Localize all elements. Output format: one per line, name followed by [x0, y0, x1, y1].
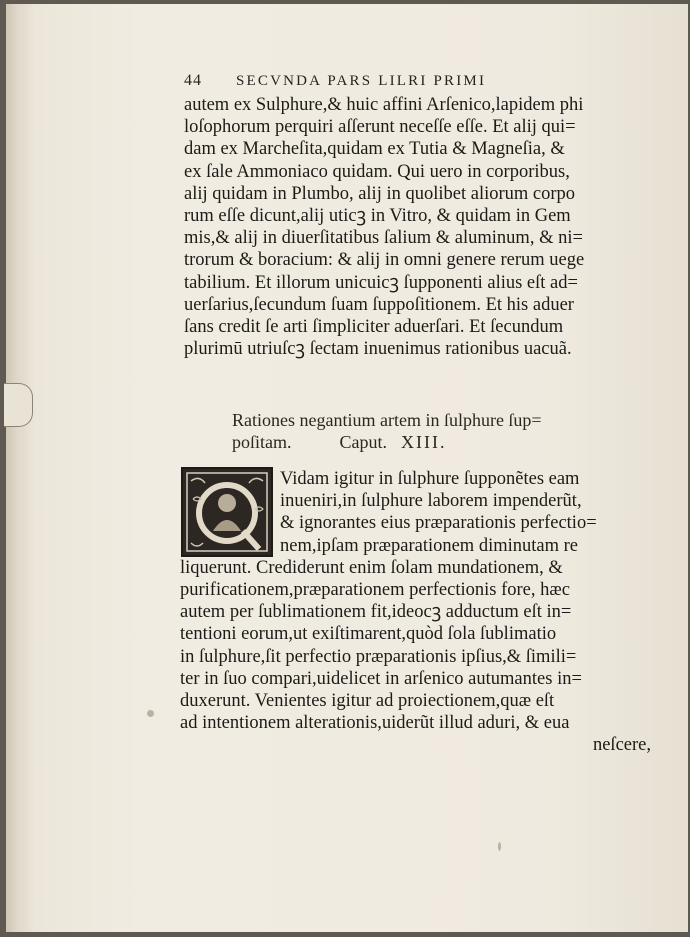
- text-line: Vidam igitur in ſulphure ſupponẽtes eam: [280, 469, 580, 489]
- text-line: duxerunt. Venientes igitur ad proiectionem,quæ eſt: [180, 690, 555, 711]
- chapter-title-line-1: Rationes negantium artem in ſulphure ſup=: [232, 410, 542, 430]
- text-line: ter in ſuo compari,uidelicet in arſenico autumantes in=: [180, 668, 582, 689]
- text-line: autem per ſublimationem fit,ideocꝫ adductum eſt in=: [180, 602, 572, 623]
- text-line: trorum & boracium: & alij in omni genere rerum uege: [184, 250, 585, 271]
- chapter-title-end: poſitam.: [232, 432, 292, 452]
- text-line: alij quidam in Plumbo, alij in quolibet aliorum corpo: [184, 183, 576, 204]
- caput-number: XIII.: [401, 432, 447, 452]
- page-gutter-shadow: [6, 4, 28, 932]
- text-line: uerſarius,ſecundum ſuam ſuppoſitionem. Et his aduer: [184, 294, 574, 315]
- text-line: tabilium. Et illorum unicuicꝫ ſupponenti alius eſt ad=: [184, 272, 578, 293]
- text-line: loſophorum perquiri aſſerunt neceſſe eſſe. Et alij qui=: [184, 117, 576, 138]
- text-line: rum eſſe dicunt,alij uticꝫ in Vitro, & quidam in Gem: [184, 205, 571, 226]
- text-line: in ſulphure,ſit perfectio præparationis ipſius,& ſimili=: [180, 646, 577, 667]
- text-line: nem,ipſam præparationem diminutam re: [280, 535, 578, 556]
- text-line: inueniri,in ſulphure laborem impenderũt,: [280, 491, 582, 512]
- page-tab-marker: [4, 383, 33, 427]
- text-line: ſans credit ſe arti ſimpliciter aduerſari. Et ſecundum: [184, 316, 564, 337]
- text-line: & ignorantes eius præparationis perfectio=: [280, 513, 597, 534]
- paragraph-1: [184, 94, 656, 360]
- chapter-title: [232, 409, 632, 453]
- chapter-title-line-2: [232, 431, 632, 453]
- text-line: purificationem,præparationem perfectionis fore, hæc: [180, 579, 570, 600]
- text-line: tentioni eorum,ut exiſtimarent,quòd ſola ſublimatio: [180, 624, 557, 645]
- catchword: neſcere,: [592, 735, 651, 756]
- running-title: SECVNDA PARS LILRI PRIMI: [235, 73, 487, 89]
- text-line: ad intentionem alterationis,uiderũt illud aduri, & eua: [180, 713, 570, 734]
- text-line: ex ſale Ammoniaco quidam. Qui uero in corporibus,: [184, 161, 570, 182]
- text-line: liquerunt. Crediderunt enim ſolam mundationem, &: [180, 557, 563, 578]
- page-number: 44: [184, 72, 202, 89]
- paper-spot: [498, 842, 501, 851]
- text-line: autem ex Sulphure,& huic affini Arſenico,lapidem phi: [184, 95, 584, 115]
- caput-label: Caput.: [339, 432, 387, 452]
- running-header: [184, 72, 634, 92]
- paper-spot: [147, 710, 154, 717]
- text-line: dam ex Marcheſita,quidam ex Tutia & Magneſia, &: [184, 139, 565, 160]
- text-line: plurimū utriuſcꝫ ſectam inuenimus rationibus uacuã.: [184, 339, 572, 360]
- text-line: mis,& alij in diuerſitatibus ſalium & aluminum, & ni=: [184, 228, 583, 249]
- paragraph-2: [180, 468, 655, 756]
